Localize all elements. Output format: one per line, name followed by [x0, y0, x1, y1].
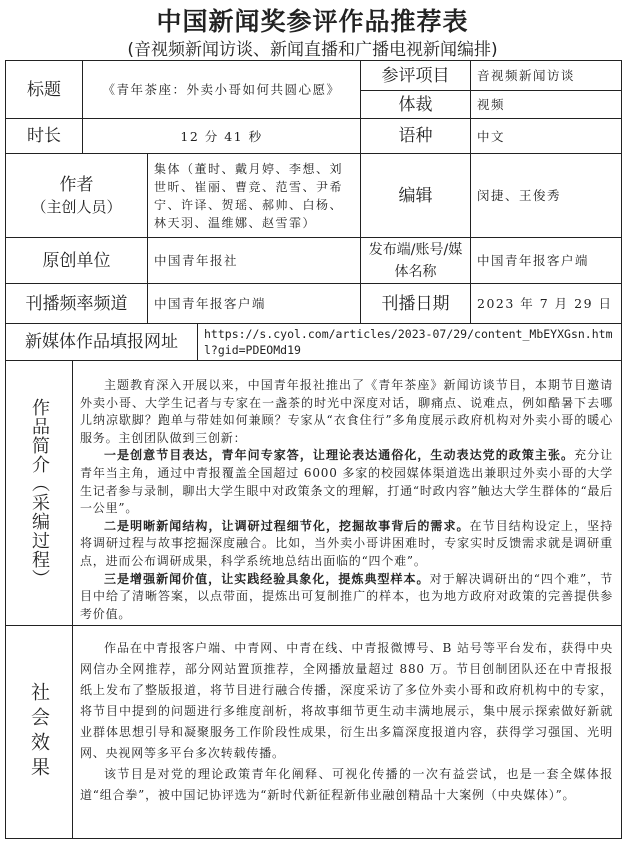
intro-highlight: 三是增强新闻价值，让实践经验具象化，提炼典型样本。	[104, 571, 430, 586]
genre-label: 体裁	[360, 90, 471, 119]
author-label-cell	[5, 153, 148, 238]
unit-value: 中国青年报社	[147, 237, 361, 284]
duration-value: 12 分 41 秒	[82, 118, 361, 154]
duration-label: 时长	[5, 118, 83, 154]
channel-value: 中国青年报客户端	[147, 283, 361, 324]
intro-label: 作品简介（采编过程）	[29, 398, 50, 588]
editor-value: 闵捷、王俊秀	[470, 153, 622, 238]
genre-value: 视频	[470, 90, 622, 119]
author-label: 作者	[59, 174, 94, 195]
channel-label: 刊播频率频道	[5, 283, 148, 324]
author-sub-label: （主创人员）	[31, 197, 122, 216]
effect-label-cell	[5, 625, 73, 839]
intro-paragraph-body: 充分让青年当主角，通过中青报覆盖全国超过 6000 多家的校园媒体渠道选出兼职过外卖小哥的大学生记者参与录制，聊出大学生眼中对政策条文的理解，打通“时政内容”触达大学生群体的“最后一公里”。	[80, 448, 613, 516]
effect-label: 社会效果	[28, 682, 50, 782]
title-label: 标题	[5, 60, 83, 119]
intro-paragraph: 主题教育深入开展以来，中国青年报社推出了《青年茶座》新闻访谈节目，本期节目邀请外卖小哥、大学生记者与专家在一盏茶的时光中深度对话，聊痛点、说难点，例如酷暑下去哪儿纳凉歇脚？跑单与带娃如何兼顾？专家从“衣食住行”多角度展示政府机构对外卖小哥的暖心服务。主创团队做到三创新：	[80, 378, 613, 445]
url-value[interactable]: https://s.cyol.com/articles/2023-07/29/content_MbEYXGsn.html?gid=PDEOMd19	[197, 323, 622, 361]
intro-paragraph	[80, 447, 613, 517]
intro-paragraph-body: 对于解决调研出的“四个难”，节目中给了清晰答案，以点带面，提炼出可复制推广的样本，也为地方政府对政策的完善提供参考价值。	[80, 571, 613, 621]
publisher-value: 中国青年报客户端	[470, 237, 622, 284]
language-label: 语种	[360, 118, 471, 154]
publisher-label: 发布端/账号/媒体名称	[360, 237, 471, 284]
intro-paragraph-body: 在节目结构设定上，坚持将调研过程与故事挖掘深度融合。比如，当外卖小哥讲困难时，专家实时反馈需求就是调研重点，进而公布调研成果，科学系统地总结出面临的“四个难”。	[80, 518, 613, 568]
intro-paragraph	[80, 518, 613, 571]
url-label: 新媒体作品填报网址	[5, 323, 198, 361]
unit-label: 原创单位	[5, 237, 148, 284]
editor-label: 编辑	[360, 153, 471, 238]
category-value: 音视频新闻访谈	[470, 60, 622, 91]
effect-text	[80, 638, 613, 806]
effect-paragraph: 该节目是对党的理论政策青年化阐释、可视化传播的一次有益尝试，也是一套全媒体报道“组合拳”，被中国记协评选为“新时代新征程新伟业融创精品十大案例（中央媒体）”。	[80, 767, 613, 802]
effect-paragraph: 作品在中青报客户端、中青网、中青在线、中青报微博号、B 站号等平台发布，获得中央网信办全网推荐，部分网站置顶推荐，全网播放量超过 880 万。节目创制团队还在中青报报纸上发布了整版报道，将节目进行融合传播，深度采访了多位外卖小哥和政府机构中的专家，将节目中提到的问题进行多维度剖析，将故事细节更生动丰满地展示，集中展示探索做好新就业群体思想引导和凝聚服务工作阶段性成果，衍生出多篇深度报道内容，获得学习强国、光明网、央视网等多平台多次转载传播。	[80, 641, 613, 760]
category-label: 参评项目	[360, 60, 471, 91]
page-subtitle: (音视频新闻访谈、新闻直播和广播电视新闻编排)	[127, 40, 498, 60]
intro-highlight: 一是创意节目表达，青年问专家答，让理论表达通俗化，生动表达党的政策主张。	[104, 448, 575, 463]
intro-highlight: 二是明晰新闻结构，让调研过程细节化，挖掘故事背后的需求。	[104, 518, 470, 533]
intro-paragraph	[80, 571, 613, 624]
page-title: 中国新闻奖参评作品推荐表	[156, 7, 469, 36]
date-value: 2023 年 7 月 29 日	[470, 283, 622, 324]
author-value: 集体（董时、戴月婷、李想、刘世昕、崔丽、曹竞、范雪、尹希宁、许译、贺瑶、郝帅、白杨、林天羽、温维娜、赵雪霏）	[147, 153, 361, 238]
language-value: 中文	[470, 118, 622, 154]
intro-text	[80, 377, 613, 623]
intro-label-cell	[5, 360, 73, 626]
date-label: 刊播日期	[360, 283, 471, 324]
title-value: 《青年茶座：外卖小哥如何共圆心愿》	[82, 60, 361, 119]
